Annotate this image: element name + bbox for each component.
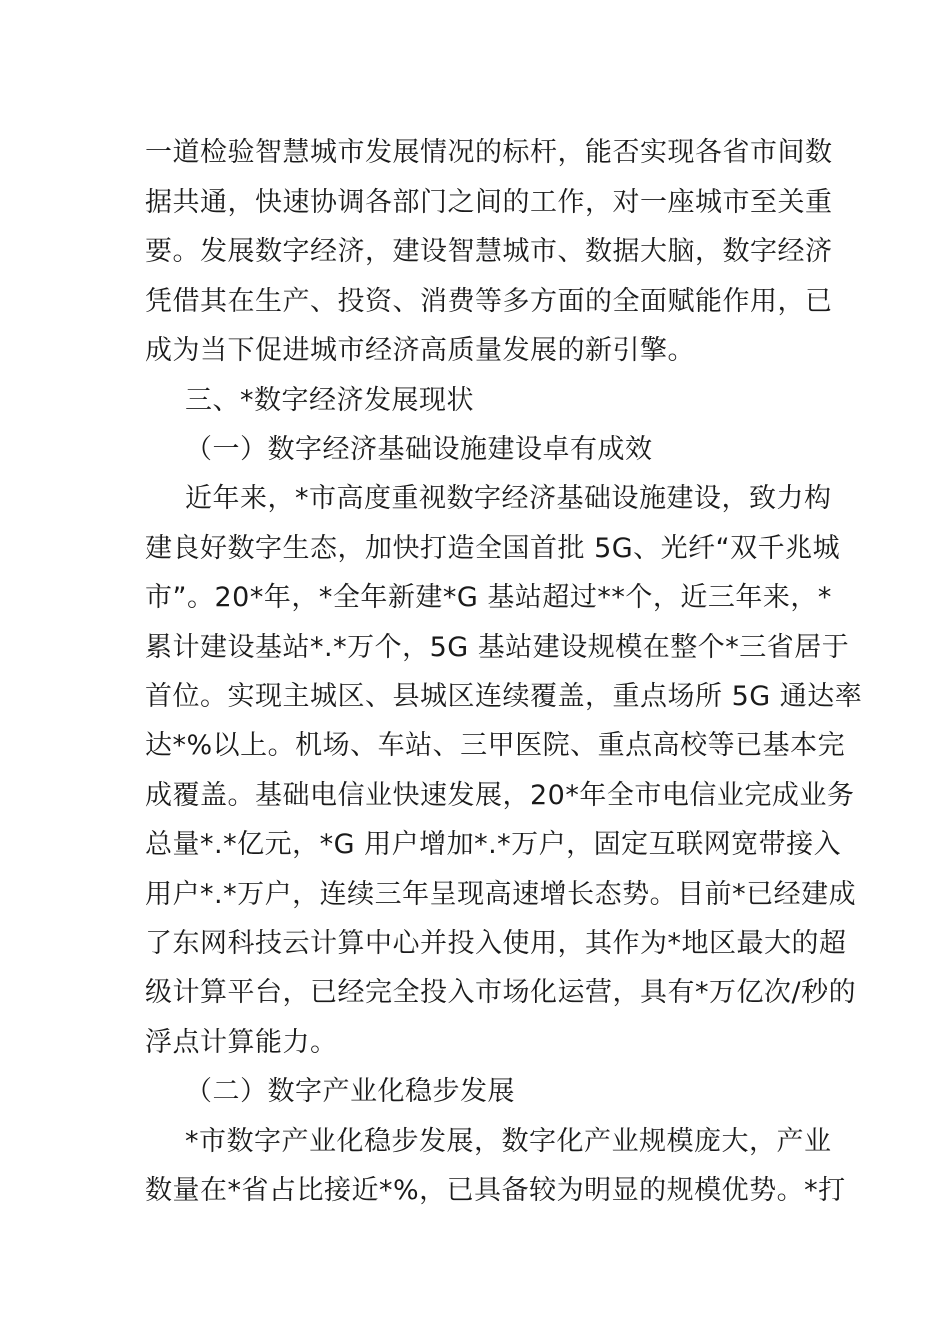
paragraph-line: 市”。20*年，*全年新建*G 基站超过**个，近三年来，* [145, 582, 832, 613]
paragraph-line: 要。发展数字经济，建设智慧城市、数据大脑，数字经济 [145, 236, 833, 267]
section-heading: 三、*数字经济发展现状 [185, 385, 474, 416]
paragraph-line: 累计建设基站*.*万个，5G 基站建设规模在整个*三省居于 [145, 632, 850, 663]
paragraph-line: 近年来，*市高度重视数字经济基础设施建设，致力构 [185, 483, 832, 514]
paragraph-line: 成覆盖。基础电信业快速发展，20*年全市电信业完成业务 [145, 780, 855, 811]
paragraph-line: *市数字产业化稳步发展，数字化产业规模庞大，产业 [185, 1126, 832, 1157]
paragraph-line: 浮点计算能力。 [145, 1027, 338, 1058]
paragraph-line: 达*%以上。机场、车站、三甲医院、重点高校等已基本完 [145, 730, 846, 761]
paragraph-line: 成为当下促进城市经济高质量发展的新引擎。 [145, 335, 695, 366]
paragraph-line: 凭借其在生产、投资、消费等多方面的全面赋能作用，已 [145, 286, 833, 317]
paragraph-line: 一道检验智慧城市发展情况的标杆，能否实现各省市间数 [145, 137, 833, 168]
paragraph-line: 总量*.*亿元，*G 用户增加*.*万户，固定互联网宽带接入 [145, 829, 842, 860]
paragraph-line: 据共通，快速协调各部门之间的工作，对一座城市至关重 [145, 187, 833, 218]
paragraph-line: 首位。实现主城区、县城区连续覆盖，重点场所 5G 通达率 [145, 681, 863, 712]
subsection-heading: （一）数字经济基础设施建设卓有成效 [185, 434, 653, 465]
paragraph-line: 建良好数字生态，加快打造全国首批 5G、光纤“双千兆城 [145, 533, 841, 564]
subsection-heading: （二）数字产业化稳步发展 [185, 1076, 515, 1107]
paragraph-line: 数量在*省占比接近*%，已具备较为明显的规模优势。*打 [145, 1175, 846, 1206]
paragraph-line: 了东网科技云计算中心并投入使用，其作为*地区最大的超 [145, 928, 847, 959]
paragraph-line: 级计算平台，已经完全投入市场化运营，具有*万亿次/秒的 [145, 977, 857, 1008]
paragraph-line: 用户*.*万户，连续三年呈现高速增长态势。目前*已经建成 [145, 879, 857, 910]
